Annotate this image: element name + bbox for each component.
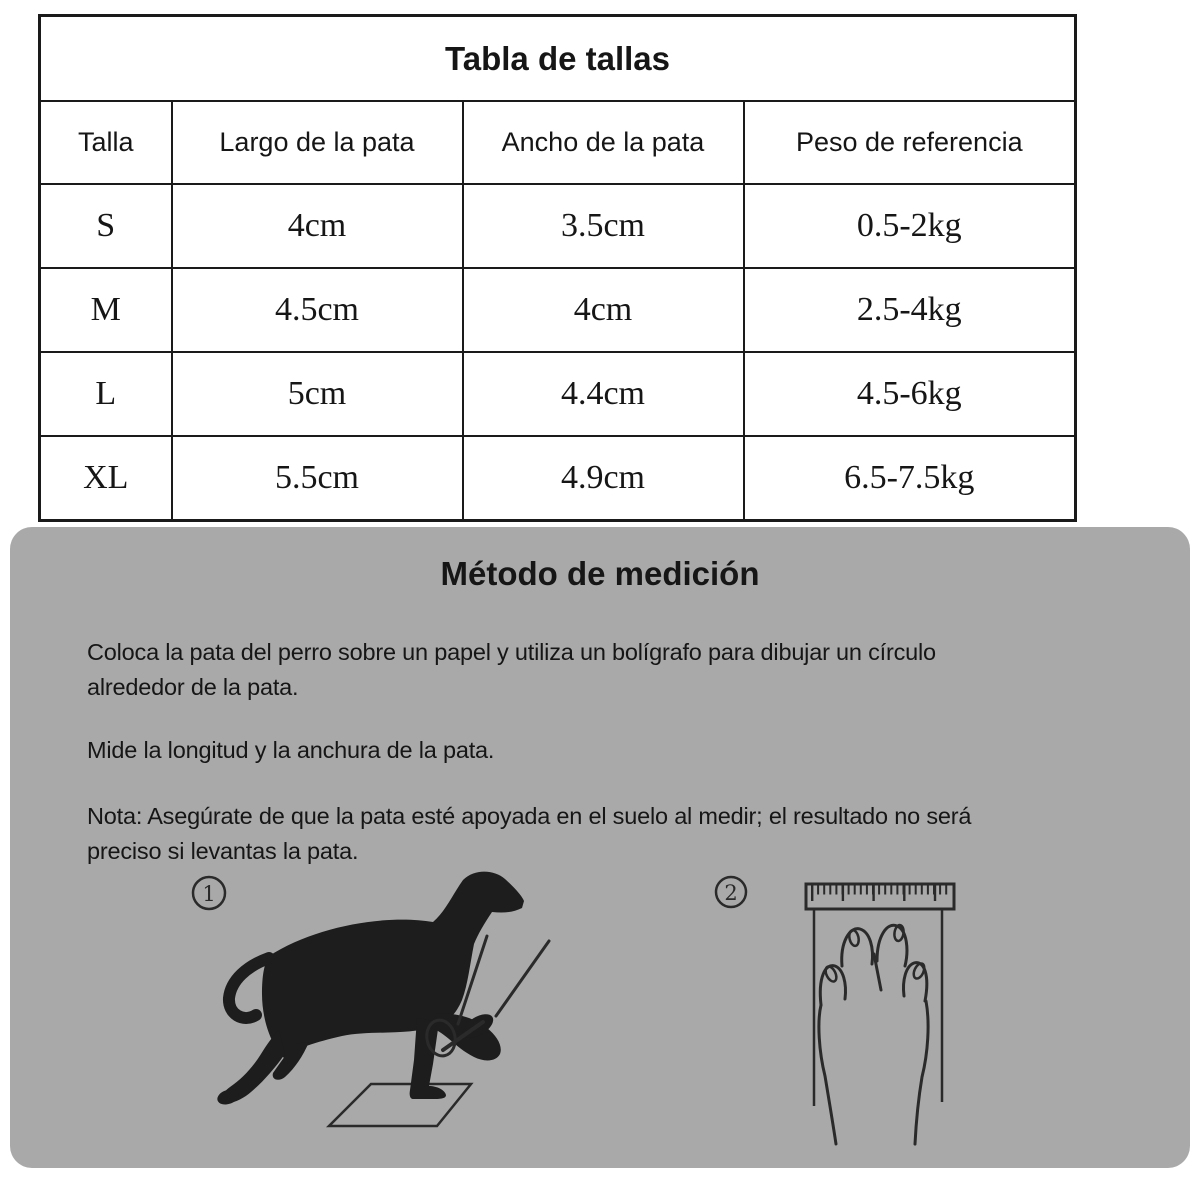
column-header-largo: Largo de la pata: [172, 101, 463, 184]
cell-width: 3.5cm: [463, 184, 744, 268]
measurement-title: Método de medición: [440, 555, 760, 592]
paw-width-ruler-illustration: [690, 870, 1020, 1162]
instruction-line: alrededor de la pata.: [87, 674, 299, 700]
cell-size: M: [40, 268, 172, 352]
dog-paw-trace-illustration: [165, 868, 600, 1130]
paper-sheet: [329, 1084, 471, 1126]
cell-width: 4.4cm: [463, 352, 744, 436]
size-table-title: Tabla de tallas: [40, 16, 1076, 102]
instruction-line: preciso si levantas la pata.: [87, 838, 359, 864]
column-header-talla: Talla: [40, 101, 172, 184]
cell-length: 5cm: [172, 352, 463, 436]
table-row-m: [40, 268, 1076, 352]
cell-size: S: [40, 184, 172, 268]
table-row-l: [40, 352, 1076, 436]
size-table-title-row: [40, 16, 1076, 102]
cell-size: L: [40, 352, 172, 436]
cell-length: 4.5cm: [172, 268, 463, 352]
column-header-ancho: Ancho de la pata: [463, 101, 744, 184]
cell-weight: 6.5-7.5kg: [744, 436, 1076, 521]
instruction-paragraph-1: [87, 635, 1137, 705]
instruction-line: Mide la longitud y la anchura de la pata.: [87, 737, 495, 763]
cell-width: 4cm: [463, 268, 744, 352]
size-table: [38, 14, 1077, 522]
step-number: 2: [724, 881, 738, 905]
cell-weight: 4.5-6kg: [744, 352, 1076, 436]
instruction-paragraph-3: [87, 799, 1137, 869]
size-table-header-row: [40, 101, 1076, 184]
cell-weight: 0.5-2kg: [744, 184, 1076, 268]
table-row-xl: [40, 436, 1076, 521]
dog-silhouette: [215, 872, 524, 1107]
cell-size: XL: [40, 436, 172, 521]
cell-weight: 2.5-4kg: [744, 268, 1076, 352]
instruction-paragraph-2: [87, 733, 1137, 768]
table-row-s: [40, 184, 1076, 268]
cell-length: 4cm: [172, 184, 463, 268]
paw-outline: [819, 924, 928, 1144]
cell-width: 4.9cm: [463, 436, 744, 521]
measurement-panel: [10, 527, 1190, 1168]
step-1-badge: [193, 877, 225, 909]
step-number: 1: [202, 882, 216, 906]
step-2-badge: [716, 877, 746, 907]
instruction-line: Coloca la pata del perro sobre un papel y utiliza un bolígrafo para dibujar un círculo: [87, 639, 936, 665]
instruction-line: Nota: Asegúrate de que la pata esté apoyada en el suelo al medir; el resultado no será: [87, 803, 972, 829]
ruler-icon: [806, 884, 954, 909]
cell-length: 5.5cm: [172, 436, 463, 521]
column-header-peso: Peso de referencia: [744, 101, 1076, 184]
